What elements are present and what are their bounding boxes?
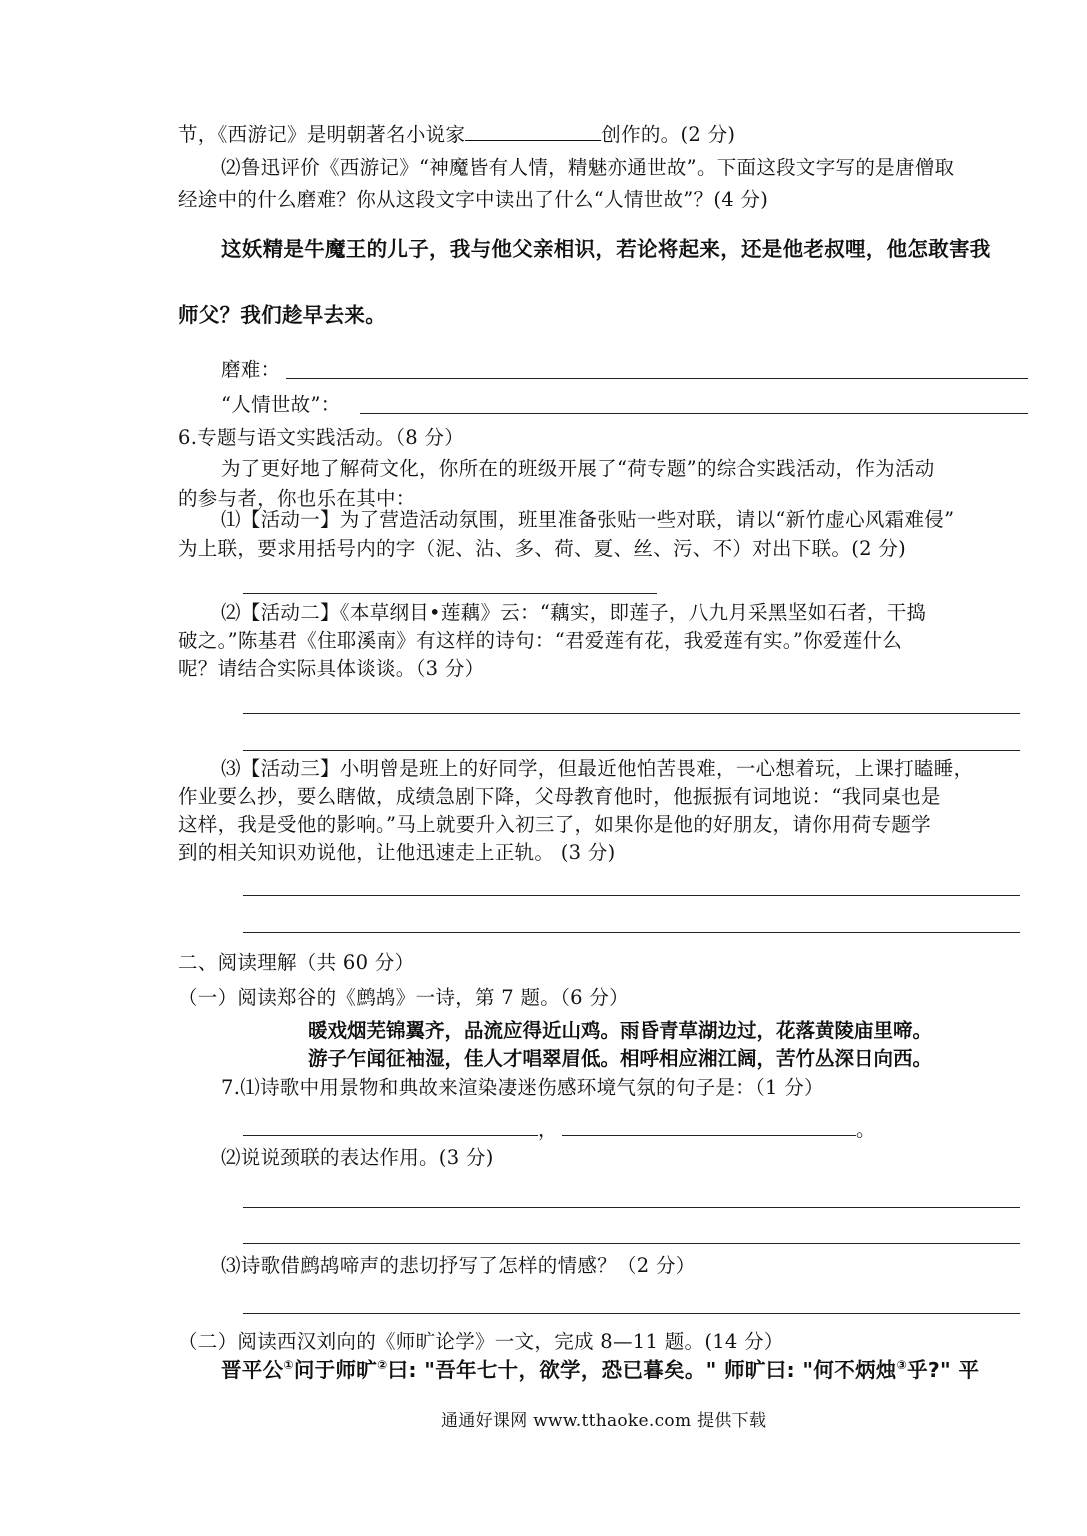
page-footer: 通通好课网 www.tthaoke.com 提供下载 xyxy=(441,1411,767,1431)
q5-part1-line xyxy=(178,122,735,147)
q6-intro-line1: 为了更好地了解荷文化，你所在的班级开展了“荷专题”的综合实践活动，作为活动 xyxy=(221,457,935,480)
activity3-answer-line2[interactable] xyxy=(243,932,1020,933)
activity1-line2: 为上联，要求用括号内的字（泥、沾、多、荷、夏、丝、污、不）对出下联。(2 分) xyxy=(178,537,907,560)
ordeal-answer-line[interactable] xyxy=(286,378,1028,379)
worldly-label: “人情世故”： xyxy=(221,393,341,416)
q7-period: 。 xyxy=(856,1118,876,1141)
q7-part1: 7.⑴诗歌中用景物和典故来渲染凄迷伤感环境气氛的句子是：（1 分） xyxy=(221,1076,824,1099)
activity3-line1: ⑶【活动三】小明曾是班上的好同学，但最近他怕苦畏难，一心想着玩，上课打瞌睡， xyxy=(221,757,974,780)
passage-text-c: 曰: "吾年七十，欲学，恐已暮矣。" 师旷曰: "何不炳烛 xyxy=(387,1358,897,1382)
q7-answer-blank2[interactable] xyxy=(562,1135,856,1136)
q6-intro-line2: 的参与者，你也乐在其中： xyxy=(178,487,416,510)
activity3-answer-line1[interactable] xyxy=(243,895,1020,896)
author-blank[interactable] xyxy=(465,122,601,141)
section2-title: 二、阅读理解（共 60 分） xyxy=(178,951,415,974)
poem-line1: 暖戏烟芜锦翼齐，品流应得近山鸡。雨昏青草湖边过，花落黄陵庙里啼。 xyxy=(308,1019,933,1042)
q7-part3-answer-line[interactable] xyxy=(243,1313,1020,1314)
activity2-line2: 破之。”陈基君《住耶溪南》有这样的诗句：“君爱莲有花，我爱莲有实。”你爱莲什么 xyxy=(178,629,903,652)
q7-comma: ， xyxy=(538,1118,558,1141)
activity3-line2: 作业要么抄，要么瞎做，成绩急剧下降，父母教育他时，他振振有词地说：“我同桌也是 xyxy=(178,785,941,808)
q6-title: 6.专题与语文实践活动。（8 分） xyxy=(178,426,465,449)
footnote-2: ② xyxy=(377,1358,388,1373)
activity3-line4: 到的相关知识劝说他，让他迅速走上正轨。 (3 分) xyxy=(178,841,616,864)
activity3-line3: 这样，我是受他的影响。”马上就要升入初三了，如果你是他的好朋友，请你用荷专题学 xyxy=(178,813,931,836)
quote-line2: 师父？我们趁早去来。 xyxy=(178,303,386,327)
activity2-answer-line1[interactable] xyxy=(243,713,1020,714)
q7-part2-answer-line1[interactable] xyxy=(243,1207,1020,1208)
worldly-answer-line[interactable] xyxy=(360,413,1028,414)
activity1-answer-line[interactable] xyxy=(243,593,657,594)
footnote-3: ③ xyxy=(896,1358,908,1373)
q7-part2-answer-line2[interactable] xyxy=(243,1243,1020,1244)
passage-text-a: 晋平公 xyxy=(221,1358,284,1382)
footnote-1: ① xyxy=(283,1358,294,1373)
q5-part2-line2: 经途中的什么磨难？你从这段文字中读出了什么“人情世故”？(4 分) xyxy=(178,188,769,211)
activity2-line3: 呢？请结合实际具体谈谈。（3 分） xyxy=(178,657,485,680)
part1-title: （一）阅读郑谷的《鹧鸪》一诗，第 7 题。（6 分） xyxy=(178,986,629,1009)
q5-part2-line1: ⑵鲁迅评价《西游记》“神魔皆有人情，精魅亦通世故”。下面这段文字写的是唐僧取 xyxy=(221,156,955,179)
activity2-line1: ⑵【活动二】《本草纲目•莲藕》云：“藕实，即莲子，八九月采黑坚如石者，干捣 xyxy=(221,601,927,624)
q7-part3: ⑶诗歌借鹧鸪啼声的悲切抒写了怎样的情感？（2 分） xyxy=(221,1254,696,1277)
poem-line2: 游子乍闻征袖湿，佳人才唱翠眉低。相呼相应湘江阔，苦竹丛深日向西。 xyxy=(308,1047,933,1070)
part2-title: （二）阅读西汉刘向的《师旷论学》一文，完成 8—11 题。(14 分） xyxy=(178,1330,784,1353)
passage-text-b: 问于师旷 xyxy=(293,1358,378,1382)
activity2-answer-line2[interactable] xyxy=(243,750,1020,751)
activity1-line1: ⑴【活动一】为了营造活动氛围，班里准备张贴一些对联，请以“新竹虚心风霜难侵” xyxy=(221,508,955,531)
passage-text-d: 乎?" 平 xyxy=(907,1358,980,1382)
q5-part1-after: 创作的。(2 分) xyxy=(601,123,736,146)
passage-line1 xyxy=(221,1358,979,1382)
ordeal-label: 磨难： xyxy=(221,358,281,381)
q5-part1-before: 节，《西游记》是明朝著名小说家 xyxy=(178,123,466,146)
q7-answer-blank1[interactable] xyxy=(243,1135,538,1136)
q7-part2: ⑵说说颈联的表达作用。(3 分) xyxy=(221,1146,494,1169)
quote-line1: 这妖精是牛魔王的儿子，我与他父亲相识，若论将起来，还是他老叔哩，他怎敢害我 xyxy=(221,237,991,261)
